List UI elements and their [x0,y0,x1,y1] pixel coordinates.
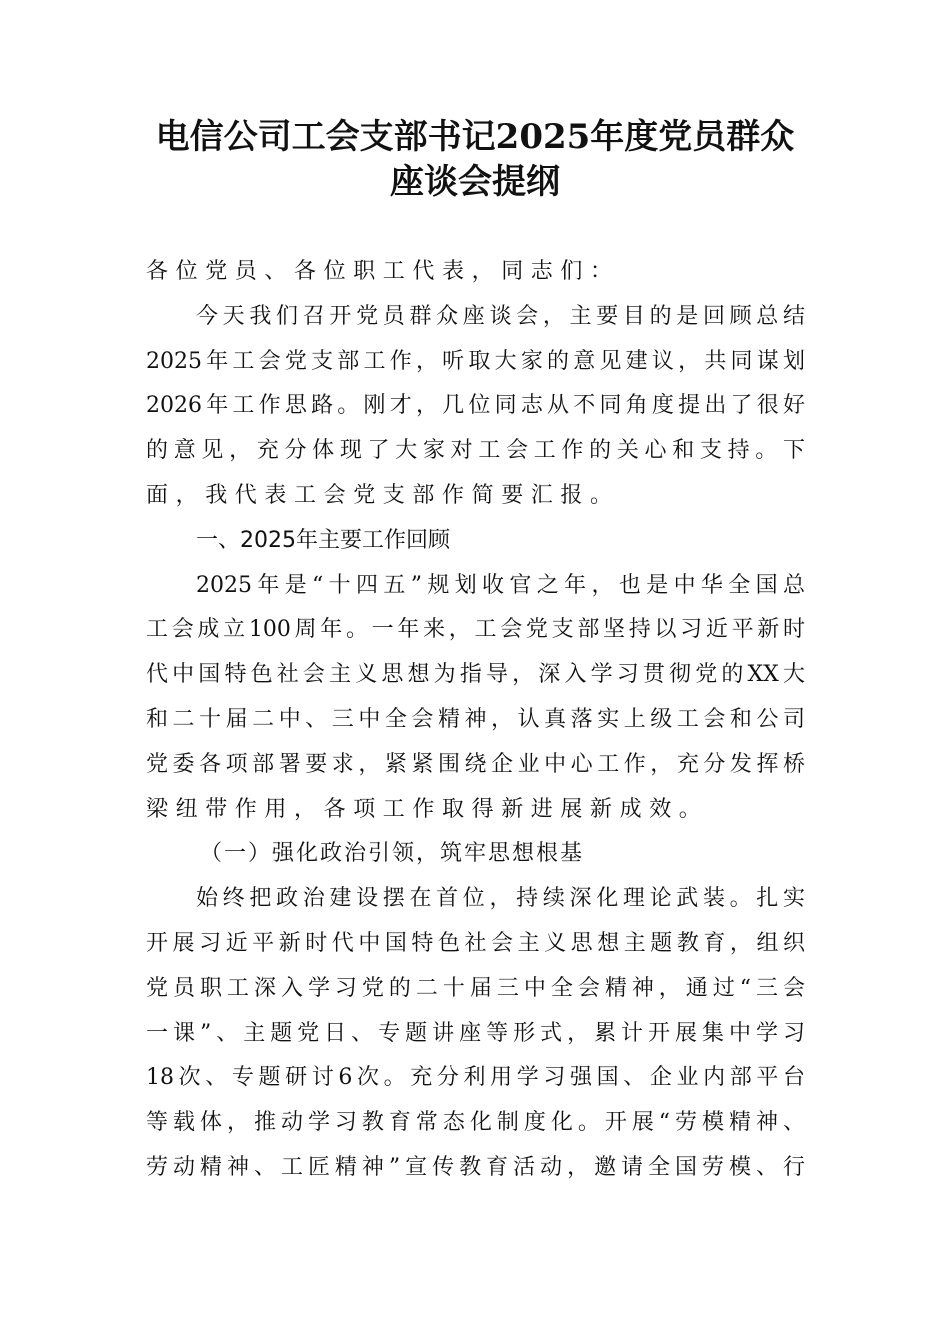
text-line: 18次、专题研讨6次。充分利用学习强国、企业内部平台 [146,1065,805,1091]
text-line: 劳动精神、工匠精神”宣传教育活动，邀请全国劳模、行 [146,1155,805,1180]
text-line: 面，我代表工会党支部作简要汇报。 [146,483,620,508]
text-line: 梁纽带作用，各项工作取得新进展新成效。 [146,796,709,822]
subsection-heading: （一）强化政治引领，筑牢思想根基 [200,841,585,867]
text-line: 2025年工会党支部工作，听取大家的意见建议，共同谋划 [146,348,805,374]
section-heading: 一、2025年主要工作回顾 [196,527,450,553]
text-line: 和二十届二中、三中全会精神，认真落实上级工会和公司 [146,707,805,732]
document-title-line-2: 座谈会提纲 [390,162,560,202]
text-line: 党委各项部署要求，紧紧围绕企业中心工作，充分发挥桥 [146,751,805,777]
text-line: 2026年工作思路。刚才，几位同志从不同角度提出了很好 [146,393,805,419]
text-line: 等载体，推动学习教育常态化制度化。开展“劳模精神、 [146,1110,805,1136]
text-line: 一课”、主题党日、专题讲座等形式，累计开展集中学习 [146,1020,805,1046]
text-line: 党员职工深入学习党的二十届三中全会精神，通过“三会 [146,975,805,1001]
text-line: 今天我们召开党员群众座谈会，主要目的是回顾总结 [196,303,805,329]
text-line: 代中国特色社会主义思想为指导，深入学习贯彻党的XX大 [146,662,805,688]
text-line: 始终把政治建设摆在首位，持续深化理论武装。扎实 [196,886,805,912]
text-line: 工会成立100周年。一年来，工会党支部坚持以习近平新时 [146,617,805,643]
text-line: 各位党员、各位职工代表，同志们： [146,259,620,284]
text-line: 开展习近平新时代中国特色社会主义思想主题教育，组织 [146,931,805,956]
text-line: 2025年是“十四五”规划收官之年，也是中华全国总 [196,572,805,598]
document-title-line-1: 电信公司工会支部书记2025年度党员群众 [155,117,795,157]
text-line: 的意见，充分体现了大家对工会工作的关心和支持。下 [146,438,805,464]
